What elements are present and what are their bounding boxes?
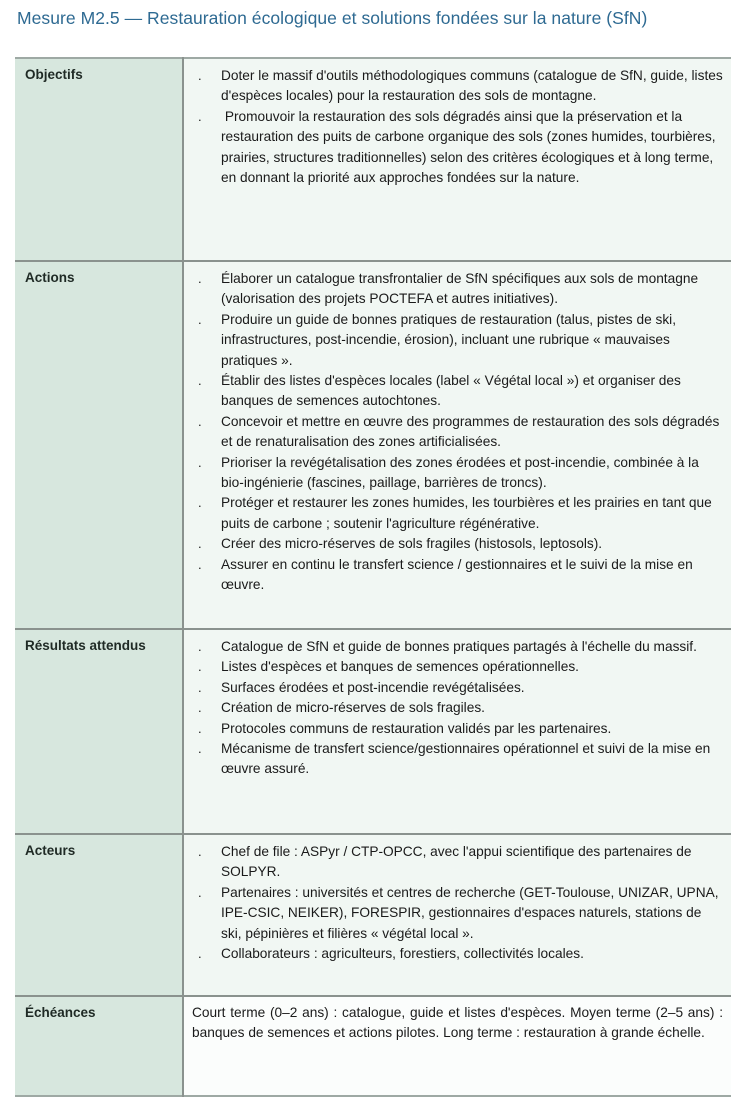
list-item-text: Protéger et restaurer les zones humides, les tourbières et les prairies en tant que puits de carbone ; soutenir l'agriculture régénérative.: [221, 495, 712, 531]
row-content: [183, 629, 731, 834]
list-item-text: Surfaces érodées et post-incendie revégétalisées.: [221, 679, 525, 695]
table-row-actions: [15, 261, 731, 629]
list-item-text: Chef de file : ASPyr / CTP-OPCC, avec l'appui scientifique des partenaires de SOLPYR.: [221, 844, 692, 880]
list-item: [196, 493, 723, 534]
table-row-echeances: [15, 996, 731, 1096]
list-item-text: Doter le massif d'outils méthodologiques communs (catalogue de SfN, guide, listes d'espèces locales) pour la restauration des sols de montagne.: [221, 68, 723, 104]
row-content: [183, 261, 731, 629]
list-item-text: Assurer en continu le transfert science / gestionnaires et le suivi de la mise en œuvre.: [221, 556, 693, 593]
row-label: Résultats attendus: [15, 629, 183, 834]
list-item: [196, 678, 723, 698]
list-item-text: Catalogue de SfN et guide de bonnes pratiques partagés à l'échelle du massif.: [221, 639, 697, 654]
bullet-marker: .: [198, 556, 202, 572]
list-item: [196, 534, 723, 554]
bullet-marker: .: [198, 271, 202, 286]
list-item-text: Collaborateurs : agriculteurs, forestiers, collectivités locales.: [221, 946, 584, 962]
row-content: [183, 834, 731, 996]
list-item: [196, 107, 723, 189]
list-item: [196, 412, 723, 453]
list-item: [196, 719, 723, 739]
list-item: [196, 657, 723, 677]
list-item-text: Mécanisme de transfert science/gestionnaires opérationnel et suivi de la mise en œuvre assuré.: [221, 741, 711, 777]
bullet-list: [196, 66, 723, 188]
bullet-list: [196, 269, 723, 596]
list-item: [196, 637, 723, 657]
list-item: [196, 944, 723, 964]
list-item: [196, 269, 723, 310]
table-row-objectifs: [15, 58, 731, 261]
page-title: Mesure M2.5 — Restauration écologique et solutions fondées sur la nature (SfN): [17, 8, 648, 28]
list-item-text: Prioriser la revégétalisation des zones érodées et post-incendie, combinée à la bio-ingénierie (fascines, paillage, barrières de troncs).: [221, 454, 699, 491]
bullet-marker: .: [198, 495, 202, 511]
bullet-marker: .: [198, 884, 202, 900]
list-item-text: Élaborer un catalogue transfrontalier de SfN spécifiques aux sols de montagne (valorisation des projets POCTEFA et autres initiatives).: [221, 271, 699, 307]
bullet-marker: .: [198, 639, 202, 654]
row-label: Échéances: [15, 996, 183, 1096]
list-item-text: Partenaires : universités et centres de recherche (GET-Toulouse, UNIZAR, UPNA, IPE-CSIC, NEIKER), FORESPIR, gestionnaires d'espaces naturels, stations de ski, pépinières et filières « végétal local ».: [221, 884, 719, 941]
list-item: [196, 883, 723, 944]
bullet-list: [196, 637, 723, 780]
list-item: [196, 371, 723, 412]
bullet-marker: .: [198, 454, 202, 470]
list-item-text: Listes d'espèces et banques de semences opérationnelles.: [221, 659, 579, 675]
list-item: [196, 698, 723, 718]
list-item-text: Établir des listes d'espèces locales (label « Végétal local ») et organiser des banques de semences autochtones.: [221, 373, 681, 409]
bullet-marker: .: [198, 373, 202, 389]
list-item: [196, 453, 723, 494]
row-label: Objectifs: [15, 58, 183, 261]
bullet-marker: .: [198, 720, 202, 736]
bullet-marker: .: [198, 659, 202, 675]
list-item-text: Concevoir et mettre en œuvre des programmes de restauration des sols dégradés et de renaturalisation des zones artificialisées.: [221, 413, 720, 450]
bullet-marker: .: [198, 311, 202, 327]
row-label: Actions: [15, 261, 183, 629]
list-item: [196, 739, 723, 780]
list-item-text: Promouvoir la restauration des sols dégradés ainsi que la préservation et la restauration des puits de carbone organique des sols (zones humides, tourbières, prairies, structures traditionnelles) selon des critères écologiques et à long terme, en donnant la priorité aux approches fondées sur la nature.: [221, 108, 720, 186]
list-item: [196, 310, 723, 371]
list-item-text: Création de micro-réserves de sols fragiles.: [221, 700, 485, 716]
row-label: Acteurs: [15, 834, 183, 996]
bullet-marker: .: [198, 946, 202, 962]
bullet-list: [196, 842, 723, 964]
list-item-text: Protocoles communs de restauration validés par les partenaires.: [221, 720, 612, 736]
bullet-marker: .: [198, 536, 202, 552]
list-item: [196, 842, 723, 883]
measure-table: [15, 57, 731, 1097]
list-item-text: Créer des micro-réserves de sols fragiles (histosols, leptosols).: [221, 536, 603, 552]
bullet-marker: .: [198, 108, 202, 124]
bullet-marker: .: [198, 844, 202, 859]
bullet-marker: .: [198, 68, 202, 83]
list-item-text: Produire un guide de bonnes pratiques de restauration (talus, pistes de ski, infrastructures, post-incendie, érosion), incluant une rubrique « mauvaises pratiques ».: [221, 311, 677, 368]
bullet-marker: .: [198, 700, 202, 716]
bullet-marker: .: [198, 413, 202, 429]
bullet-marker: .: [198, 741, 202, 757]
table-row-acteurs: [15, 834, 731, 996]
bullet-marker: .: [198, 679, 202, 695]
table-row-resultats: [15, 629, 731, 834]
row-content: [183, 58, 731, 261]
list-item: [196, 66, 723, 107]
row-content-text: Court terme (0–2 ans) : catalogue, guide et listes d'espèces. Moyen terme (2–5 ans) : banques de semences et actions pilotes. Long terme : restauration à grande échelle.: [183, 996, 731, 1096]
list-item: [196, 555, 723, 596]
